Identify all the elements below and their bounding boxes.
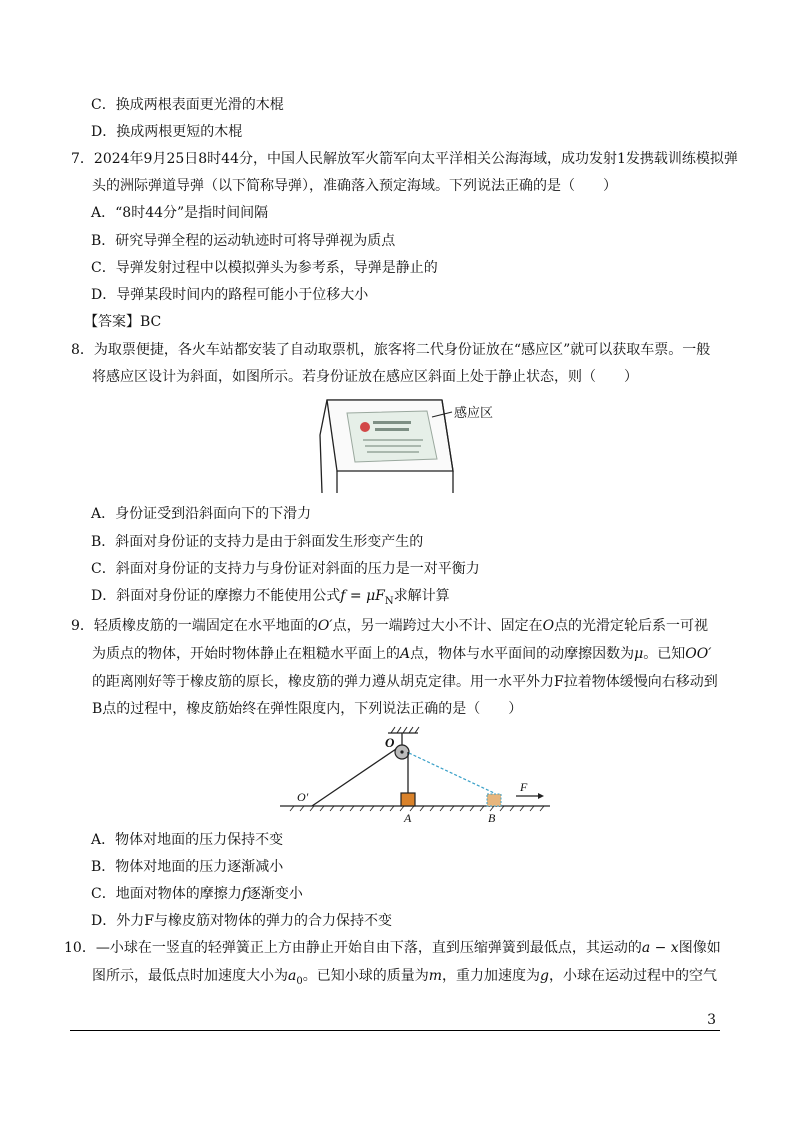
q7-answer: 【答案】BC [84,314,162,330]
ticket-machine-figure [315,395,515,500]
q10-stem-line2: 图所示，最低点时加速度大小为$a_0$。已知小球的质量为m，重力加速度为g，小球在运动过程中的空气 [92,968,717,987]
sensing-area-label: 感应区 [454,405,494,420]
q7-option-d: D．导弹某段时间内的路程可能小于位移大小 [91,287,369,303]
q9-option-c: C．地面对物体的摩擦力f逐渐变小 [91,886,303,902]
q7-number: 7． [71,151,94,167]
block-a [401,793,415,806]
q7-option-a: A．“8时44分”是指时间间隔 [91,205,269,221]
label-o-prime: O′ [297,790,309,804]
q10-stem-line1: 10．—小球在一竖直的轻弹簧正上方由静止开始自由下落，直到压缩弹簧到最低点，其运动的a − x图像如 [64,940,721,956]
label-o: O [385,735,395,750]
q7-stem-line2: 头的洲际弹道导弹（以下简称导弹），准确落入预定海域。下列说法正确的是（ ） [92,178,617,194]
q7-stem-line1: 7．2024年9月25日8时44分，中国人民解放军火箭军向太平洋相关公海海域，成功发射1发携载训练模拟弹 [71,151,738,167]
q9-option-d: D．外力F与橡皮筋对物体的弹力的合力保持不变 [91,913,392,929]
q7-option-b: B．研究导弹全程的运动轨迹时可将导弹视为质点 [91,233,396,249]
q9-number: 9． [71,618,94,634]
label-a: A [404,811,412,825]
page-number: 3 [707,1012,716,1028]
q9-stem-line2: 为质点的物体，开始时物体静止在粗糙水平面上的A点，物体与水平面间的动摩擦因数为μ。已知OO′ [92,646,712,662]
q6-option-c: C．换成两根表面更光滑的木棍 [91,97,284,113]
q9-option-b: B．物体对地面的压力逐渐减小 [91,859,284,875]
q8-stem-line1: 8．为取票便捷，各火车站都安装了自动取票机，旅客将二代身份证放在“感应区”就可以获取车票。一般 [71,342,711,358]
formula-f: f [340,588,346,604]
q9-stem-line4: B点的过程中，橡皮筋始终在弹性限度内，下列说法正确的是（ ） [92,701,523,717]
block-b [487,794,501,806]
q10-number: 10． [64,940,96,956]
label-f: F [520,780,528,794]
q8-option-c: C．斜面对身份证的支持力与身份证对斜面的压力是一对平衡力 [91,561,480,577]
q6-option-d: D．换成两根更短的木棍 [91,124,243,140]
label-b: B [488,811,496,825]
id-card-icon [347,411,437,462]
footer-rule [70,1030,720,1031]
q9-stem-line3: 的距离刚好等于橡皮筋的原长，橡皮筋的弹力遵从胡克定律。用一水平外力F拉着物体缓慢向右移动到 [92,674,718,690]
q8-option-a: A．身份证受到沿斜面向下的下滑力 [91,506,312,522]
q9-option-a: A．物体对地面的压力保持不变 [91,832,284,848]
q8-number: 8． [71,342,94,358]
q8-stem-line2: 将感应区设计为斜面，如图所示。若身份证放在感应区斜面上处于静止状态，则（ ） [92,369,638,385]
q9-stem-line1: 9．轻质橡皮筋的一端固定在水平地面的O′点，另一端跨过大小不计、固定在O点的光滑定轮后系一可视 [71,618,709,634]
q7-option-c: C．导弹发射过程中以模拟弹头为参考系，导弹是静止的 [91,260,438,276]
q8-option-d: D．斜面对身份证的摩擦力不能使用公式$f = \mu F_N$求解计算 [91,588,450,607]
q8-option-b: B．斜面对身份证的支持力是由于斜面发生形变产生的 [91,534,424,550]
pulley-figure [270,725,560,825]
